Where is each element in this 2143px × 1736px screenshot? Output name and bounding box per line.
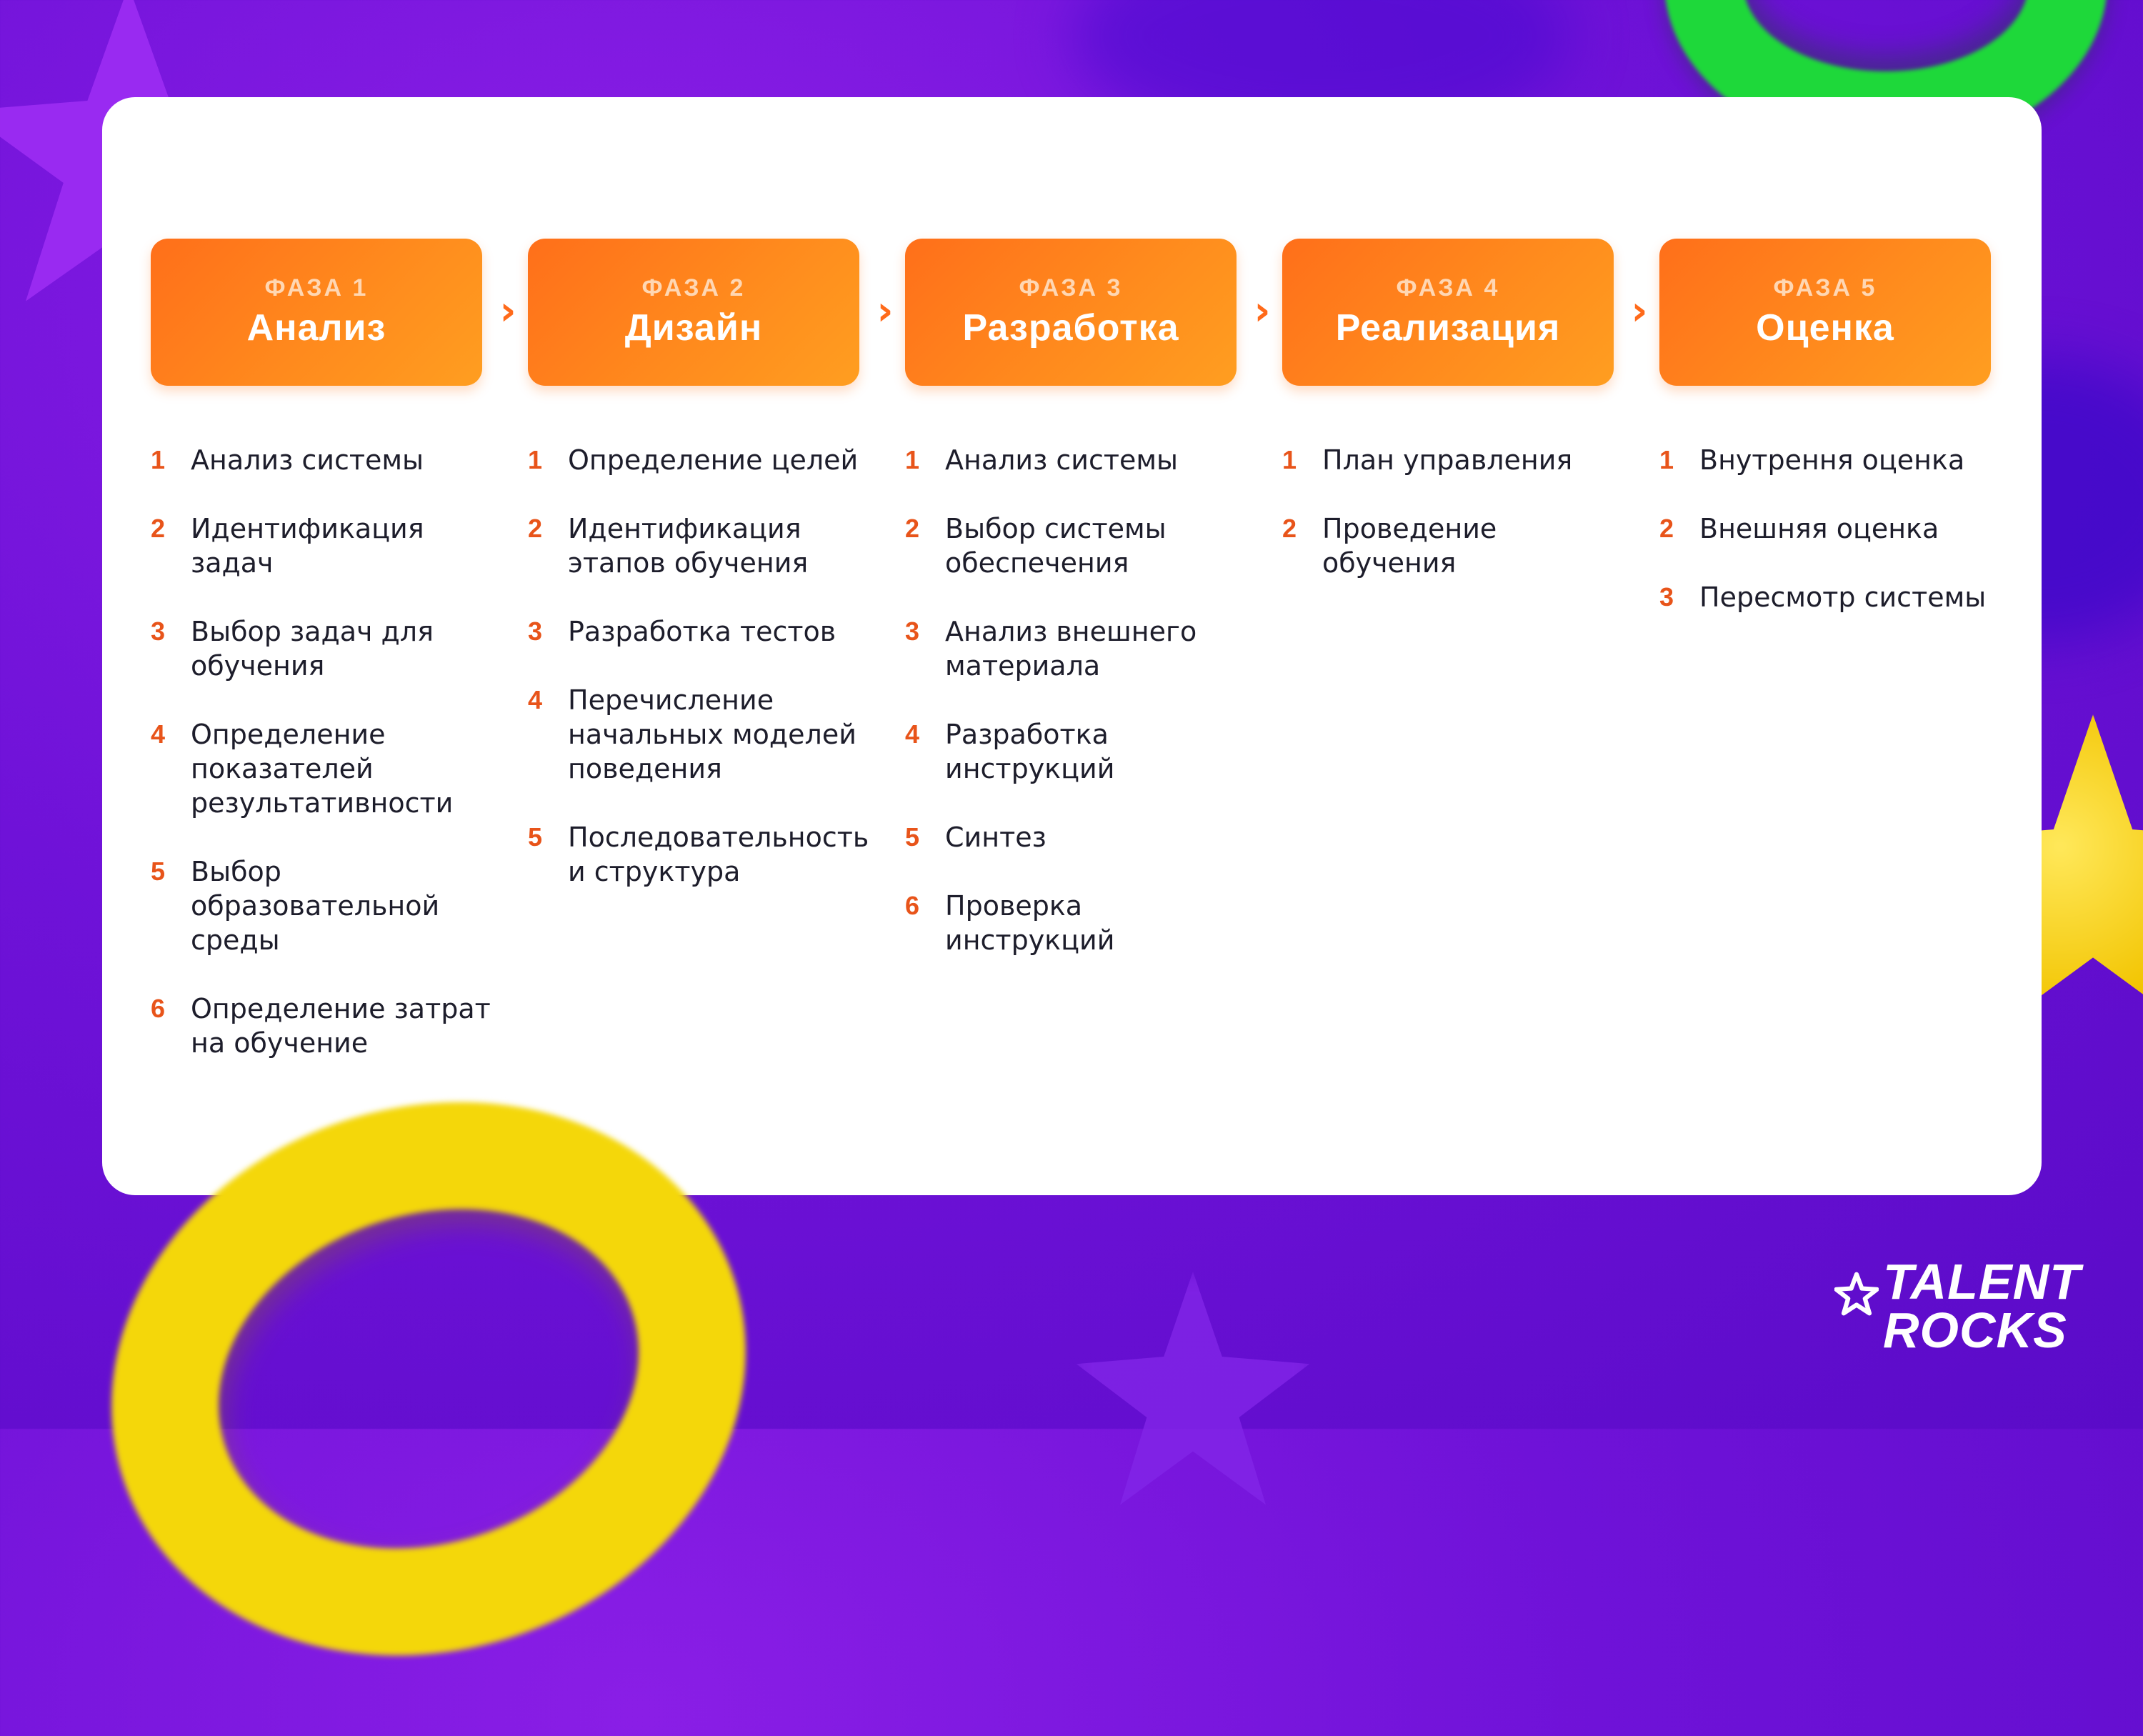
list-item xyxy=(151,614,494,683)
step-number: 5 xyxy=(528,822,543,852)
step-text: Определение затрат на обучение xyxy=(191,993,491,1059)
list-item xyxy=(528,614,871,649)
step-text: Синтез xyxy=(945,822,1046,853)
logo-line-1: TALENT xyxy=(1883,1254,2081,1310)
phase-4-header xyxy=(1282,239,1614,386)
logo-line-2: ROCKS xyxy=(1883,1302,2067,1358)
phase-2-header xyxy=(528,239,859,386)
list-item xyxy=(528,683,871,786)
logo-wordmark xyxy=(1883,1254,2081,1358)
list-item xyxy=(151,717,494,820)
talent-rocks-logo xyxy=(1834,1254,2081,1365)
phase-name: Разработка xyxy=(962,307,1179,349)
step-text: Выбор образовательной среды xyxy=(191,856,440,956)
step-number: 5 xyxy=(151,857,166,886)
list-item xyxy=(1659,580,2002,614)
step-number: 4 xyxy=(151,719,166,749)
step-text: Разработка тестов xyxy=(568,616,836,647)
phase-2-steps xyxy=(528,443,871,923)
phase-3-steps xyxy=(905,443,1248,992)
step-text: Внешняя оценка xyxy=(1699,513,1939,544)
step-number: 1 xyxy=(528,445,543,474)
step-number: 2 xyxy=(151,514,166,543)
phase-5-header xyxy=(1659,239,1991,386)
phase-label: ФАЗА 5 xyxy=(1773,274,1877,301)
step-text: Определение показателей результативности xyxy=(191,719,454,819)
phase-name: Дизайн xyxy=(624,307,763,349)
phase-3-header xyxy=(905,239,1237,386)
phase-label: ФАЗА 1 xyxy=(264,274,369,301)
list-item xyxy=(1659,512,2002,546)
phase-label: ФАЗА 4 xyxy=(1396,274,1500,301)
step-text: Анализ внешнего материала xyxy=(945,616,1197,682)
step-text: Идентификация задач xyxy=(191,513,424,579)
step-text: Выбор системы обеспечения xyxy=(945,513,1167,579)
step-number: 5 xyxy=(905,822,920,852)
list-item xyxy=(905,717,1248,786)
star-outline-icon xyxy=(1834,1272,1879,1316)
step-number: 2 xyxy=(905,514,920,543)
phase-name: Анализ xyxy=(246,307,386,349)
list-item xyxy=(151,854,494,957)
list-item xyxy=(905,820,1248,854)
list-item xyxy=(905,443,1248,477)
step-text: Внутрення оценка xyxy=(1699,444,1965,476)
faint-star-decoration xyxy=(1072,1272,1314,1515)
step-number: 1 xyxy=(151,445,166,474)
phase-1-header xyxy=(151,239,482,386)
phase-label: ФАЗА 3 xyxy=(1019,274,1123,301)
list-item xyxy=(905,512,1248,580)
step-text: Анализ системы xyxy=(191,444,424,476)
step-text: Разработка инструкций xyxy=(945,719,1115,784)
chevron-right-icon: › xyxy=(1631,288,1648,334)
chevron-right-icon: › xyxy=(1254,288,1271,334)
phase-name: Реализация xyxy=(1335,307,1561,349)
step-text: Проверка инструкций xyxy=(945,890,1115,956)
step-number: 3 xyxy=(528,617,543,646)
list-item xyxy=(1659,443,2002,477)
list-item xyxy=(905,889,1248,957)
step-number: 3 xyxy=(1659,582,1674,612)
list-item xyxy=(1282,443,1625,477)
list-item xyxy=(151,443,494,477)
step-number: 1 xyxy=(905,445,920,474)
step-number: 3 xyxy=(905,617,920,646)
step-number: 6 xyxy=(151,994,166,1023)
chevron-right-icon: › xyxy=(876,288,894,334)
step-text: Проведение обучения xyxy=(1322,513,1497,579)
list-item xyxy=(528,512,871,580)
phase-5-steps xyxy=(1659,443,2002,649)
step-text: Перечисление начальных моделей поведения xyxy=(568,684,856,784)
list-item xyxy=(528,820,871,889)
phase-name: Оценка xyxy=(1756,307,1894,349)
list-item xyxy=(528,443,871,477)
list-item xyxy=(151,512,494,580)
step-text: Пересмотр системы xyxy=(1699,582,1987,613)
phase-4-steps xyxy=(1282,443,1625,614)
step-number: 2 xyxy=(1282,514,1297,543)
step-number: 6 xyxy=(905,891,920,920)
step-number: 4 xyxy=(528,685,543,714)
step-number: 1 xyxy=(1282,445,1297,474)
step-text: Идентификация этапов обучения xyxy=(568,513,809,579)
list-item xyxy=(151,992,494,1060)
content-card xyxy=(102,97,2042,1195)
step-number: 2 xyxy=(1659,514,1674,543)
chevron-right-icon: › xyxy=(499,288,516,334)
list-item xyxy=(905,614,1248,683)
step-number: 3 xyxy=(151,617,166,646)
step-number: 1 xyxy=(1659,445,1674,474)
step-text: Выбор задач для обучения xyxy=(191,616,434,682)
step-text: Анализ системы xyxy=(945,444,1179,476)
step-text: План управления xyxy=(1322,444,1573,476)
step-text: Последовательность и структура xyxy=(568,822,869,887)
step-text: Определение целей xyxy=(568,444,859,476)
step-number: 2 xyxy=(528,514,543,543)
phase-1-steps xyxy=(151,443,494,1094)
phase-label: ФАЗА 2 xyxy=(641,274,746,301)
list-item xyxy=(1282,512,1625,580)
step-number: 4 xyxy=(905,719,920,749)
